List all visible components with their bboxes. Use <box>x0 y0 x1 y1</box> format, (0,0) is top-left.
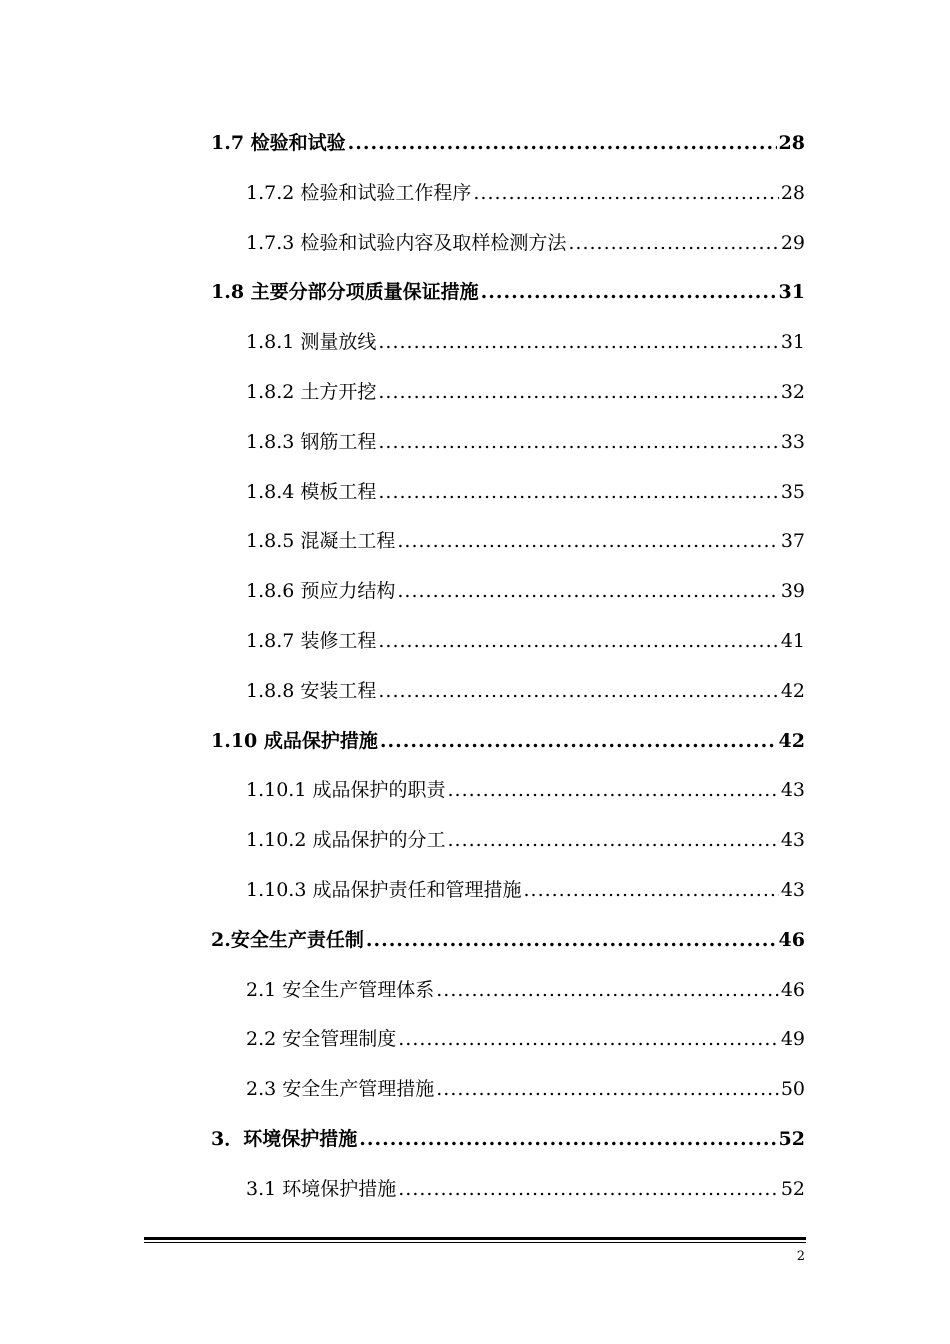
toc-entry[interactable] <box>246 576 805 606</box>
toc-entry-page: 42 <box>780 680 805 702</box>
toc-entry[interactable] <box>246 676 805 706</box>
toc-entry-label: 2.3 安全生产管理措施 <box>246 1078 435 1100</box>
toc-entry-label: 1.8 主要分部分项质量保证措施 <box>211 281 479 303</box>
toc-dot-leader <box>481 281 777 303</box>
toc-entry-label: 1.8.2 土方开挖 <box>246 381 377 403</box>
toc-entry-label: 1.10.1 成品保护的职责 <box>246 779 446 801</box>
toc-dot-leader <box>436 1078 779 1100</box>
toc-dot-leader <box>473 182 778 204</box>
toc-entry-page: 52 <box>780 1178 805 1200</box>
toc-dot-leader <box>436 979 779 1001</box>
toc-entry[interactable] <box>211 277 805 307</box>
page-number: 2 <box>796 1249 805 1264</box>
toc-entry-page: 33 <box>780 431 805 453</box>
toc-dot-leader <box>378 331 778 353</box>
toc-entry-label: 1.7 检验和试验 <box>211 132 346 154</box>
toc-dot-leader <box>378 381 778 403</box>
toc-entry-label: 2.1 安全生产管理体系 <box>246 979 435 1001</box>
toc-entry-label: 3．环境保护措施 <box>211 1128 358 1150</box>
toc-entry[interactable] <box>246 427 805 457</box>
toc-entry-page: 29 <box>780 232 805 254</box>
toc-entry[interactable] <box>246 477 805 507</box>
footer-rule-thick <box>144 1237 806 1240</box>
toc-entry-label: 1.10.2 成品保护的分工 <box>246 829 446 851</box>
toc-entry[interactable] <box>211 128 805 158</box>
toc-entry[interactable] <box>246 178 805 208</box>
toc-entry[interactable] <box>246 1024 805 1054</box>
toc-entry[interactable] <box>246 825 805 855</box>
footer-rule-thin <box>144 1242 806 1243</box>
toc-entry-label: 1.8.5 混凝土工程 <box>246 530 396 552</box>
toc-entry[interactable] <box>246 327 805 357</box>
toc-entry-page: 43 <box>780 779 805 801</box>
toc-entry-label: 1.8.3 钢筋工程 <box>246 431 377 453</box>
toc-entry[interactable] <box>246 975 805 1005</box>
toc-entry-label: 1.10.3 成品保护责任和管理措施 <box>246 879 522 901</box>
toc-entry-page: 31 <box>780 331 805 353</box>
toc-entry-page: 35 <box>780 481 805 503</box>
toc-entry-label: 1.8.6 预应力结构 <box>246 580 396 602</box>
toc-entry[interactable] <box>246 228 805 258</box>
toc-dot-leader <box>447 829 778 851</box>
toc-entry-page: 42 <box>778 730 805 752</box>
toc-entry-page: 28 <box>778 132 805 154</box>
toc-dot-leader <box>348 132 777 154</box>
toc-dot-leader <box>447 779 778 801</box>
toc-entry-page: 52 <box>778 1128 805 1150</box>
toc-entry-page: 43 <box>780 829 805 851</box>
toc-dot-leader <box>398 1178 779 1200</box>
toc-dot-leader <box>366 929 777 951</box>
toc-entry-label: 1.7.2 检验和试验工作程序 <box>246 182 472 204</box>
toc-dot-leader <box>378 431 778 453</box>
toc-dot-leader <box>568 232 778 254</box>
toc-entry-page: 50 <box>780 1078 805 1100</box>
toc-dot-leader <box>359 1128 776 1150</box>
toc-entry-page: 49 <box>780 1028 805 1050</box>
toc-dot-leader <box>523 879 778 901</box>
toc-entry-page: 46 <box>778 929 805 951</box>
toc-entry-page: 39 <box>780 580 805 602</box>
toc-dot-leader <box>378 630 778 652</box>
toc-entry[interactable] <box>211 925 805 955</box>
toc-entry[interactable] <box>246 526 805 556</box>
toc-dot-leader <box>378 481 778 503</box>
toc-entry-label: 3.1 环境保护措施 <box>246 1178 397 1200</box>
toc-entry-page: 46 <box>780 979 805 1001</box>
toc-entry-page: 41 <box>780 630 805 652</box>
toc-entry[interactable] <box>211 726 805 756</box>
toc-entry[interactable] <box>246 377 805 407</box>
toc-entry-label: 1.8.4 模板工程 <box>246 481 377 503</box>
toc-entry[interactable] <box>246 775 805 805</box>
toc-entry[interactable] <box>246 1074 805 1104</box>
toc-dot-leader <box>380 730 777 752</box>
toc-entry-page: 37 <box>780 530 805 552</box>
toc-entry[interactable] <box>246 626 805 656</box>
toc-entry-label: 1.7.3 检验和试验内容及取样检测方法 <box>246 232 567 254</box>
toc-dot-leader <box>398 1028 779 1050</box>
toc-dot-leader <box>397 530 778 552</box>
toc-entry-page: 28 <box>780 182 805 204</box>
toc-entry-page: 32 <box>780 381 805 403</box>
toc-entry-label: 2.安全生产责任制 <box>211 929 364 951</box>
toc-entry-label: 1.10 成品保护措施 <box>211 730 378 752</box>
toc-entry-label: 2.2 安全管理制度 <box>246 1028 397 1050</box>
toc-entry-label: 1.8.1 测量放线 <box>246 331 377 353</box>
toc-entry[interactable] <box>246 875 805 905</box>
toc-entry[interactable] <box>246 1174 805 1204</box>
toc-entry-label: 1.8.8 安装工程 <box>246 680 377 702</box>
toc-entry-label: 1.8.7 装修工程 <box>246 630 377 652</box>
toc-dot-leader <box>378 680 778 702</box>
toc-entry-page: 43 <box>780 879 805 901</box>
toc-dot-leader <box>397 580 778 602</box>
toc-entry[interactable] <box>211 1124 805 1154</box>
toc-entry-page: 31 <box>778 281 805 303</box>
